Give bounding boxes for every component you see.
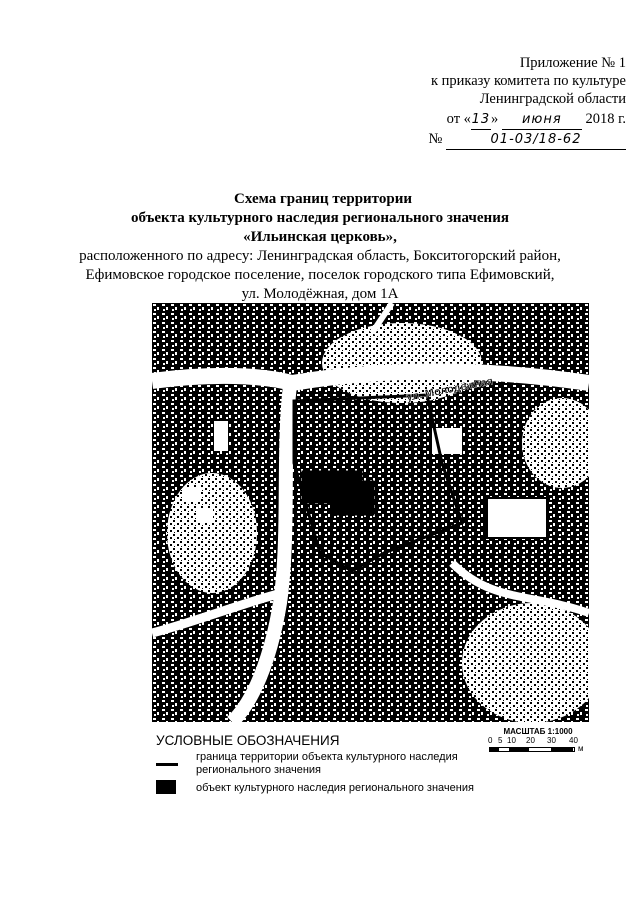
order-number-value: 01-03/18-62	[446, 131, 626, 150]
legend-item-object: объект культурного наследия регионального значения	[196, 782, 474, 794]
address-line-3: ул. Молодёжная, дом 1А	[241, 286, 399, 302]
heritage-object-symbol	[156, 780, 176, 794]
legend-item-boundary: граница территории объекта культурного наследия регионального значения	[196, 751, 458, 776]
address-line-2: Ефимовское городское поселение, поселок городского типа Ефимовский,	[85, 267, 555, 283]
scale-ticks: 0 5 10 20 30 40	[488, 736, 578, 745]
clearing-west	[167, 473, 257, 593]
order-region: Ленинградской области	[479, 91, 626, 107]
boundary-map	[152, 303, 589, 722]
scale-graduation	[488, 746, 588, 752]
scale-label: МАСШТАБ 1:1000	[503, 727, 573, 736]
legend-title: УСЛОВНЫЕ ОБОЗНАЧЕНИЯ	[156, 733, 340, 748]
road-molodezhnaya	[152, 371, 589, 383]
building-east	[487, 498, 547, 538]
date-day: 13	[471, 111, 491, 130]
building-west	[214, 421, 228, 451]
scale-unit: м	[578, 744, 584, 753]
order-number: № 01-03/18-62	[429, 130, 626, 150]
address-line-1: расположенного по адресу: Ленинградская область, Бокситогорский район,	[79, 248, 561, 264]
document-title	[0, 190, 640, 304]
date-month: июня	[502, 111, 582, 130]
appendix-header	[429, 54, 626, 150]
street-label: ул. Молодёжная	[405, 375, 495, 404]
map-image	[152, 303, 589, 722]
title-line-1: Схема границ территории	[234, 191, 412, 207]
appendix-number: Приложение № 1	[519, 55, 626, 71]
boundary-line-symbol	[156, 763, 178, 766]
order-date: от «13» июня 2018 г.	[429, 110, 626, 130]
scale-bar	[488, 727, 588, 752]
date-year: 2018 г.	[585, 111, 626, 127]
order-reference: к приказу комитета по культуре	[430, 73, 626, 89]
object-name: «Ильинская церковь»,	[243, 229, 397, 245]
building-small-west-2	[197, 508, 213, 522]
title-line-2: объекта культурного наследия регионального значения	[131, 210, 509, 226]
building-small-west	[182, 488, 200, 502]
